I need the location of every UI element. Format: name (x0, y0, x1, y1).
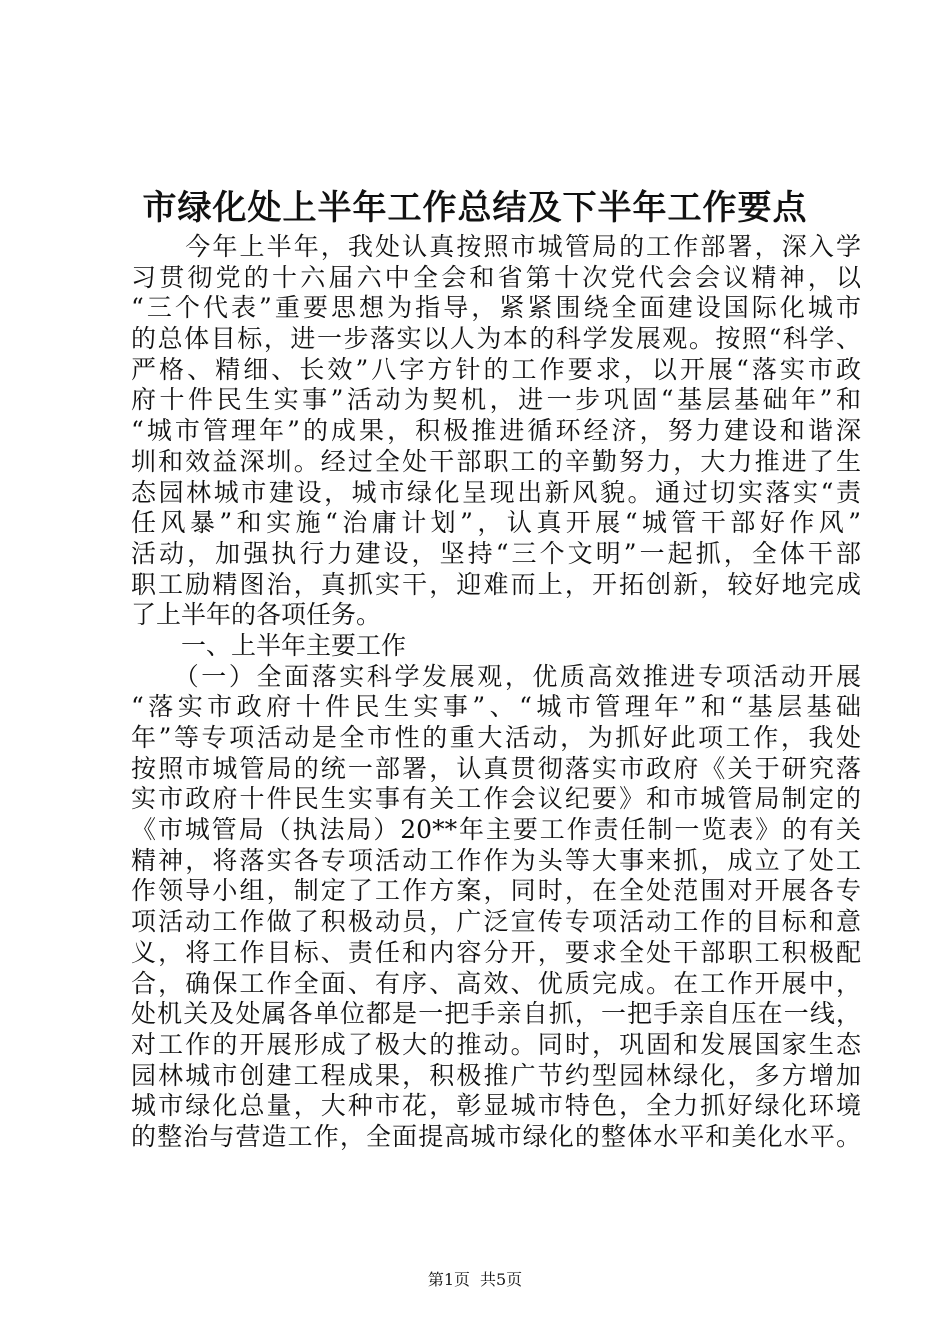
body-line: 职工励精图治，真抓实干，迎难而上，开拓创新，较好地完成 (131, 569, 861, 599)
body-line: “落实市政府十件民生实事”、“城市管理年”和“基层基础 (131, 692, 861, 722)
body-line: 精神，将落实各专项活动工作作为头等大事来抓，成立了处工 (131, 845, 861, 875)
body-line: 城市绿化总量，大种市花，彰显城市特色，全力抓好绿化环境 (131, 1091, 861, 1121)
body-line: 府十件民生实事”活动为契机，进一步巩固“基层基础年”和 (131, 385, 861, 415)
page-total: 共5页 (480, 1270, 523, 1289)
body-line: 了上半年的各项任务。 (131, 600, 382, 630)
body-line: 实市政府十件民生实事有关工作会议纪要》和市城管局制定的 (131, 784, 861, 814)
body-line: （一）全面落实科学发展观，优质高效推进专项活动开展 (131, 661, 861, 691)
body-line: 活动，加强执行力建设，坚持“三个文明”一起抓，全体干部 (131, 538, 861, 568)
body-line: 态园林城市建设，城市绿化呈现出新风貌。通过切实落实“责 (131, 477, 861, 507)
body-line: 任风暴”和实施“治庸计划”，认真开展“城管干部好作风” (131, 508, 861, 538)
body-line: 园林城市创建工程成果，积极推广节约型园林绿化，多方增加 (131, 1060, 861, 1090)
body-line: 《市城管局（执法局）20**年主要工作责任制一览表》的有关 (131, 815, 861, 845)
body-line: 今年上半年，我处认真按照市城管局的工作部署，深入学 (131, 232, 861, 261)
body-line: 项活动工作做了积极动员，广泛宣传专项活动工作的目标和意 (131, 907, 861, 937)
body-line: 对工作的开展形成了极大的推动。同时，巩固和发展国家生态 (131, 1029, 861, 1059)
page-number: 第1页 (427, 1270, 470, 1289)
body-line: 年”等专项活动是全市性的重大活动，为抓好此项工作，我处 (131, 723, 861, 752)
document-title: 市绿化处上半年工作总结及下半年工作要点 (142, 188, 808, 228)
body-line: 合，确保工作全面、有序、高效、优质完成。在工作开展中， (131, 968, 861, 998)
body-line: 作领导小组，制定了工作方案，同时，在全处范围对开展各专 (131, 876, 861, 906)
body-line: 按照市城管局的统一部署，认真贯彻落实市政府《关于研究落 (131, 753, 861, 783)
body-line: 习贯彻党的十六届六中全会和省第十次党代会会议精神，以 (131, 262, 861, 292)
body-line: 的整治与营造工作，全面提高城市绿化的整体水平和美化水平。 (131, 1121, 861, 1151)
body-line: “城市管理年”的成果，积极推进循环经济，努力建设和谐深 (131, 416, 861, 446)
body-line: 一、上半年主要工作 (131, 630, 407, 660)
document-body (131, 232, 861, 1153)
body-line: 的总体目标，进一步落实以人为本的科学发展观。按照“科学、 (131, 324, 861, 354)
body-line: 严格、精细、长效”八字方针的工作要求，以开展“落实市政 (131, 354, 861, 384)
body-line: 义，将工作目标、责任和内容分开，要求全处干部职工积极配 (131, 937, 861, 967)
body-line: 处机关及处属各单位都是一把手亲自抓，一把手亲自压在一线， (131, 999, 861, 1029)
body-line: 圳和效益深圳。经过全处干部职工的辛勤努力，大力推进了生 (131, 446, 861, 476)
page-footer (0, 1269, 950, 1291)
body-line: “三个代表”重要思想为指导，紧紧围绕全面建设国际化城市 (131, 293, 861, 323)
